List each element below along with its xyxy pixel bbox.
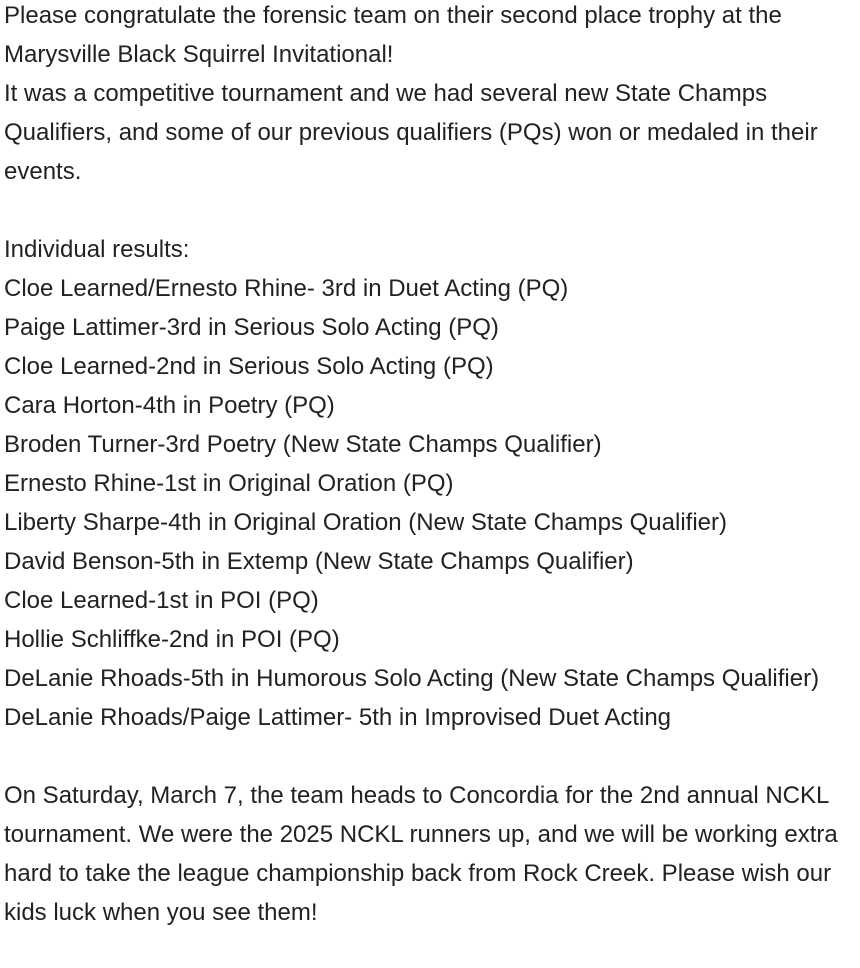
spacer	[4, 191, 856, 230]
result-item: David Benson-5th in Extemp (New State Champs Qualifier)	[4, 548, 634, 575]
intro-paragraph: Please congratulate the forensic team on their second place trophy at the Marysville Black Squirrel Invitational!	[4, 2, 782, 68]
results-heading: Individual results:	[4, 236, 190, 263]
spacer	[4, 737, 856, 776]
result-item: Broden Turner-3rd Poetry (New State Champs Qualifier)	[4, 431, 602, 458]
result-item: Paige Lattimer-3rd in Serious Solo Acting (PQ)	[4, 314, 499, 341]
result-item: DeLanie Rhoads-5th in Humorous Solo Acting (New State Champs Qualifier)	[4, 665, 820, 692]
results-list	[4, 269, 856, 737]
result-item: DeLanie Rhoads/Paige Lattimer- 5th in Improvised Duet Acting	[4, 704, 672, 731]
upcoming-paragraph: On Saturday, March 7, the team heads to Concordia for the 2nd annual NCKL tournament. We were the 2025 NCKL runners up, and we will be working extra hard to take the league championship back from Rock Creek. Please wish our kids luck when you see them!	[4, 782, 838, 926]
result-item: Cloe Learned-1st in POI (PQ)	[4, 587, 319, 614]
result-item: Cara Horton-4th in Poetry (PQ)	[4, 392, 335, 419]
result-item: Liberty Sharpe-4th in Original Oration (New State Champs Qualifier)	[4, 509, 727, 536]
result-item: Ernesto Rhine-1st in Original Oration (PQ)	[4, 470, 454, 497]
result-item: Cloe Learned-2nd in Serious Solo Acting (PQ)	[4, 353, 494, 380]
result-item: Hollie Schliffke-2nd in POI (PQ)	[4, 626, 340, 653]
result-item: Cloe Learned/Ernesto Rhine- 3rd in Duet Acting (PQ)	[4, 275, 569, 302]
context-paragraph: It was a competitive tournament and we had several new State Champs Qualifiers, and some of our previous qualifiers (PQs) won or medaled in their events.	[4, 80, 818, 185]
announcement-body	[4, 0, 856, 932]
